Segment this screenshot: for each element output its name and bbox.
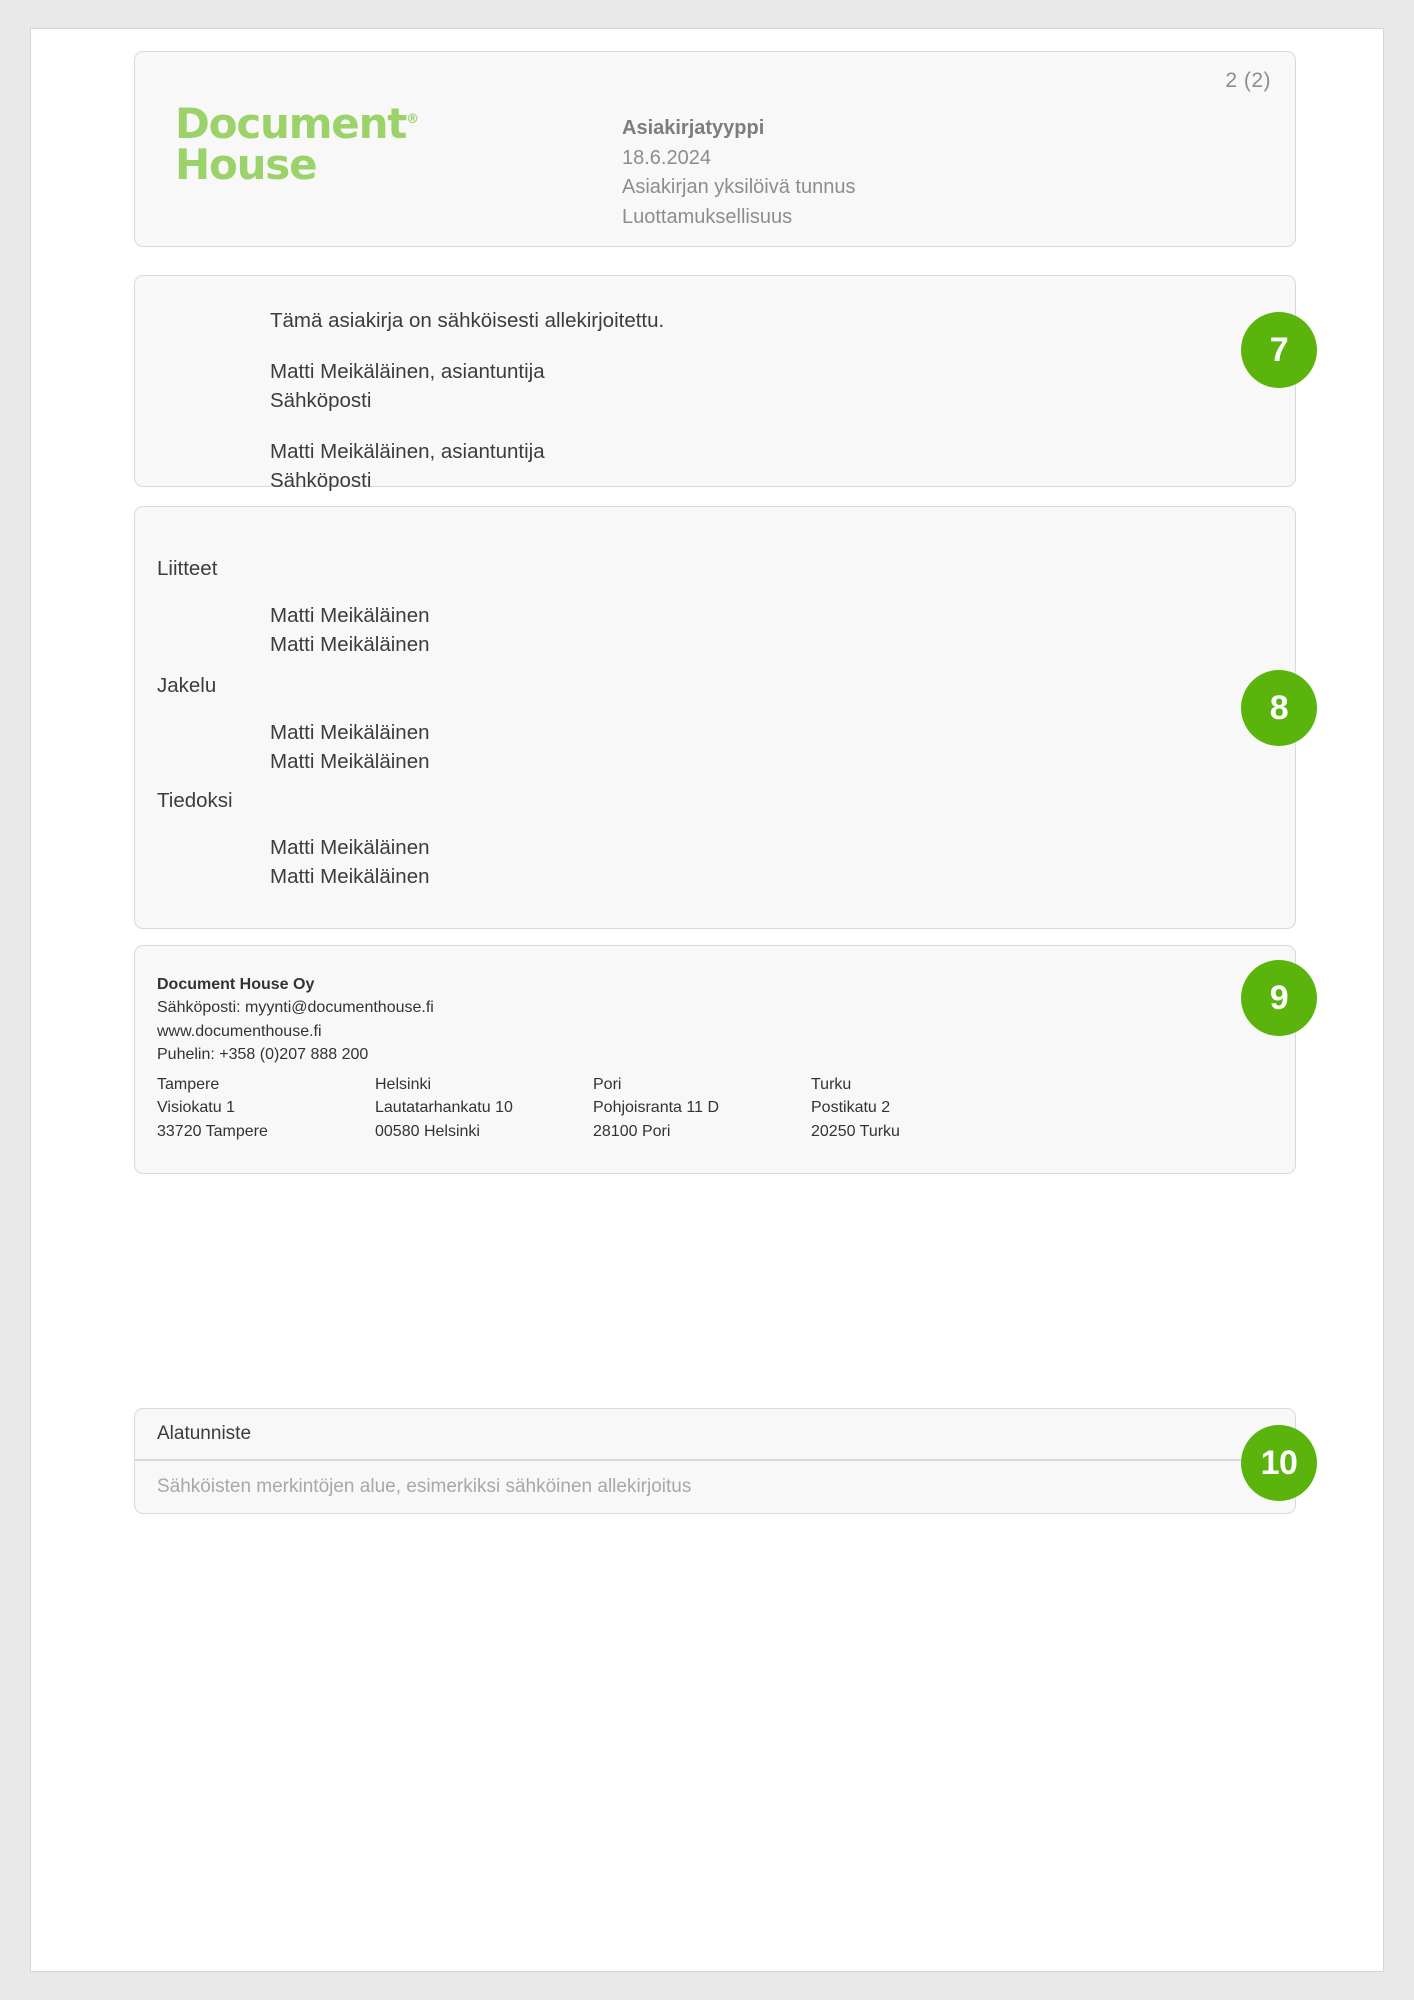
header-metadata <box>622 114 855 232</box>
logo-line-1: Document <box>175 99 407 148</box>
header-date: 18.6.2024 <box>622 146 711 169</box>
signer-name-title: Matti Meikäläinen, asiantuntija <box>270 440 545 464</box>
page-number-indicator: 2 (2) <box>1225 69 1271 92</box>
distribution-block <box>134 506 1296 929</box>
distribution-name-list <box>270 833 430 891</box>
distribution-group-jakelu <box>157 674 430 776</box>
logo-line-2: House <box>175 139 317 189</box>
distribution-group-attachments <box>157 557 430 659</box>
document-header-block <box>134 51 1296 247</box>
office-helsinki <box>375 1073 593 1143</box>
contact-phone: Puhelin: +358 (0)207 888 200 <box>157 1046 369 1064</box>
signer-entry <box>270 437 664 495</box>
list-item: Matti Meikäläinen <box>270 836 430 859</box>
callout-badge-8: 8 <box>1241 670 1317 746</box>
signature-content <box>270 306 664 496</box>
contact-block <box>134 945 1296 1174</box>
distribution-heading: Tiedoksi <box>157 789 233 812</box>
document-page-sheet <box>30 28 1384 1972</box>
callout-badge-7: 7 <box>1241 312 1317 388</box>
signer-name-title: Matti Meikäläinen, asiantuntija <box>270 360 545 384</box>
list-item: Matti Meikäläinen <box>270 865 430 889</box>
header-document-type: Asiakirjatyyppi <box>622 117 765 139</box>
distribution-heading: Jakelu <box>157 674 217 697</box>
list-item: Matti Meikäläinen <box>270 750 430 774</box>
callout-badge-9: 9 <box>1241 960 1317 1036</box>
distribution-name-list <box>270 718 430 776</box>
office-postal: 33720 Tampere <box>157 1122 268 1140</box>
callout-badge-10: 10 <box>1241 1425 1317 1501</box>
contact-email: Sähköposti: myynti@documenthouse.fi <box>157 999 434 1017</box>
signer-contact: Sähköposti <box>270 389 372 413</box>
office-city: Turku <box>811 1076 852 1093</box>
company-name: Document House Oy <box>157 976 315 993</box>
signer-contact: Sähköposti <box>270 469 372 493</box>
office-postal: 00580 Helsinki <box>375 1122 480 1140</box>
list-item: Matti Meikäläinen <box>270 604 430 627</box>
header-identifier: Asiakirjan yksilöivä tunnus <box>622 176 856 199</box>
office-street: Visiokatu 1 <box>157 1099 235 1117</box>
office-city: Pori <box>593 1076 622 1093</box>
distribution-group-tiedoksi <box>157 789 430 891</box>
office-tampere <box>157 1073 375 1143</box>
footer-label-block <box>134 1408 1296 1460</box>
office-street: Pohjoisranta 11 D <box>593 1099 719 1117</box>
signature-statement: Tämä asiakirja on sähköisesti allekirjoitettu. <box>270 309 665 332</box>
esignature-placeholder-text: Sähköisten merkintöjen alue, esimerkiksi sähköinen allekirjoitus <box>157 1476 692 1497</box>
office-turku <box>811 1073 1029 1143</box>
signer-entry <box>270 357 664 415</box>
document-house-logo <box>175 99 420 189</box>
esignature-area-block <box>134 1460 1296 1514</box>
distribution-heading: Liitteet <box>157 557 218 580</box>
office-street: Lautatarhankatu 10 <box>375 1099 513 1117</box>
contact-primary-details <box>157 973 434 1066</box>
contact-website: www.documenthouse.fi <box>157 1022 322 1040</box>
office-city: Tampere <box>157 1076 220 1093</box>
logo-trademark-icon: ® <box>406 112 420 127</box>
distribution-name-list <box>270 601 430 659</box>
office-street: Postikatu 2 <box>811 1099 891 1117</box>
office-pori <box>593 1073 811 1143</box>
footer-label: Alatunniste <box>157 1423 252 1444</box>
header-confidentiality: Luottamuksellisuus <box>622 205 793 228</box>
office-city: Helsinki <box>375 1076 432 1093</box>
office-postal: 28100 Pori <box>593 1122 671 1140</box>
list-item: Matti Meikäläinen <box>270 721 430 744</box>
signature-block <box>134 275 1296 493</box>
office-postal: 20250 Turku <box>811 1122 900 1140</box>
list-item: Matti Meikäläinen <box>270 633 430 657</box>
office-address-columns <box>157 1073 1137 1143</box>
